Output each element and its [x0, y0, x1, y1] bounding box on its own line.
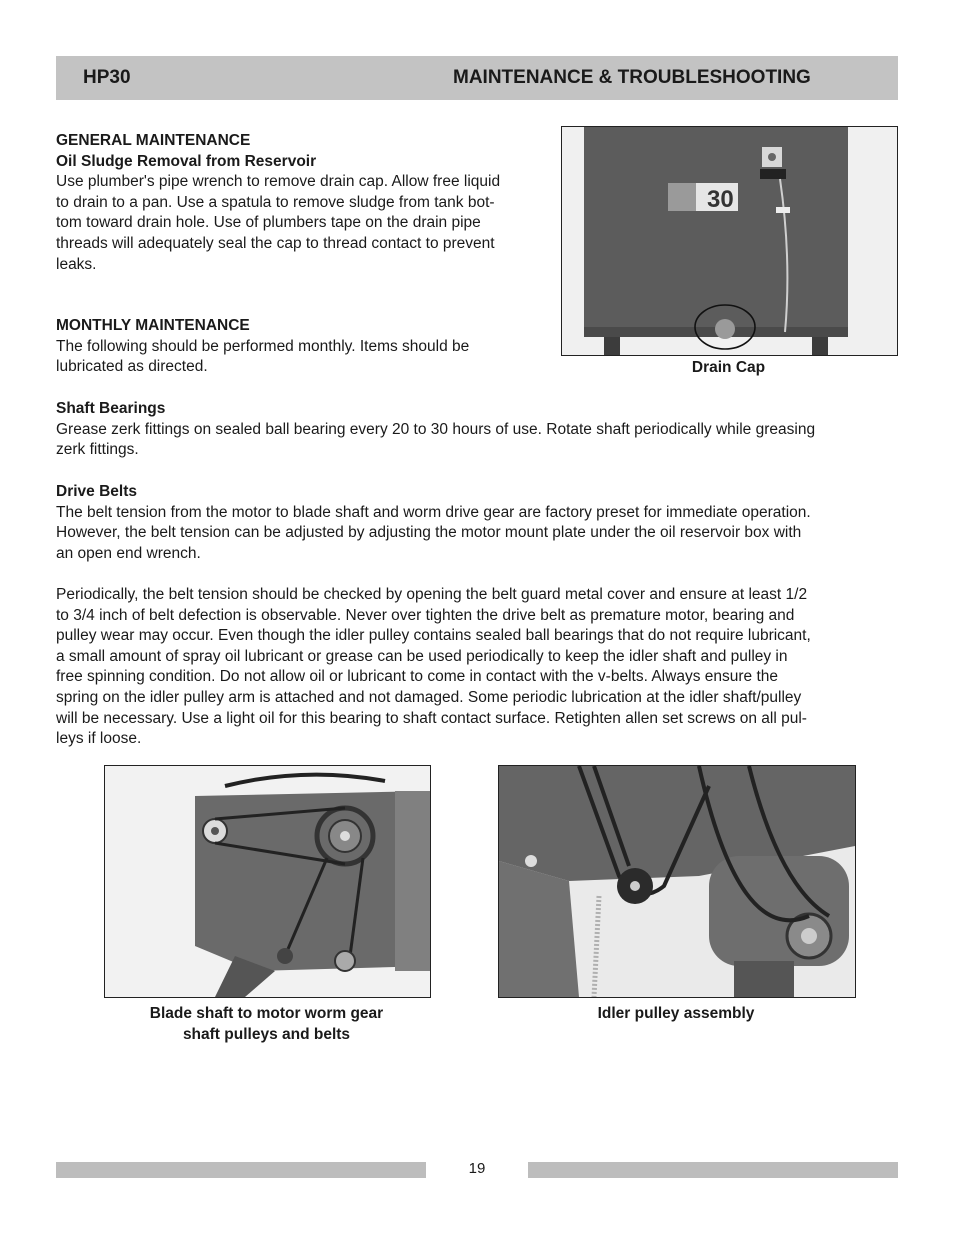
- idler-pulley-caption: Idler pulley assembly: [597, 1005, 755, 1022]
- text-line: an open end wrench.: [56, 544, 201, 562]
- text-line: a small amount of spray oil lubricant or grease can be used periodically to keep the idler shaft and pulley in: [56, 647, 788, 665]
- drive-belts-heading: Drive Belts: [56, 483, 137, 500]
- text-line: will be necessary. Use a light oil for this bearing to shaft contact surface. Retighten allen set screws on all pul-: [56, 709, 807, 727]
- text-line: pulley wear may occur. Even though the idler pulley contains sealed ball bearings that do not require lubricant,: [56, 627, 811, 645]
- text-line: threads will adequately seal the cap to thread contact to prevent: [56, 234, 495, 252]
- blade-shaft-pulleys-photo: [104, 765, 431, 998]
- idler-pulley-photo: [498, 765, 856, 998]
- drain-cap-photo: [561, 126, 898, 356]
- shaft-bearings-heading: Shaft Bearings: [56, 400, 166, 417]
- general-maintenance-section: [56, 131, 556, 275]
- caption-line: Blade shaft to motor worm gear: [149, 1005, 384, 1022]
- text-line: spring on the idler pulley arm is attached and not damaged. Some periodic lubrication at the idler shaft/pulley: [56, 688, 802, 706]
- drain-cap-caption: Drain Cap: [691, 359, 766, 376]
- page-number: 19: [468, 1160, 486, 1177]
- text-line: However, the belt tension can be adjusted by adjusting the motor mount plate under the oil reservoir box with: [56, 524, 802, 542]
- monthly-maintenance-heading: MONTHLY MAINTENANCE: [56, 317, 250, 334]
- text-line: Grease zerk fittings on sealed ball bearing every 20 to 30 hours of use. Rotate shaft periodically while greasing: [56, 420, 816, 438]
- footer-bar-left: [56, 1162, 426, 1178]
- text-line: zerk fittings.: [56, 441, 139, 459]
- logo-number: 30: [707, 186, 734, 213]
- oil-sludge-subheading: Oil Sludge Removal from Reservoir: [56, 152, 317, 170]
- model-title: HP30: [83, 67, 131, 88]
- text-line: The belt tension from the motor to blade shaft and worm drive gear are factory preset for immediate operation.: [56, 503, 811, 521]
- text-line: free spinning condition. Do not allow oil or lubricant to come in contact with the v-belts. Always ensure the: [56, 668, 778, 686]
- drive-belts-section: [56, 482, 906, 564]
- general-maintenance-heading: GENERAL MAINTENANCE: [56, 132, 251, 149]
- shaft-bearings-section: [56, 399, 906, 461]
- monthly-maintenance-section: [56, 316, 556, 378]
- text-line: to drain to a pan. Use a spatula to remove sludge from tank bot-: [56, 193, 495, 211]
- text-line: leaks.: [56, 255, 97, 273]
- blade-shaft-caption: [104, 1004, 429, 1045]
- text-line: leys if loose.: [56, 730, 142, 748]
- caption-line: shaft pulleys and belts: [182, 1025, 351, 1043]
- belt-tension-paragraph: [56, 585, 906, 750]
- section-title: MAINTENANCE & TROUBLESHOOTING: [453, 67, 811, 88]
- text-line: to 3/4 inch of belt defection is observable. Never over tighten the drive belt as premature motor, bearing and: [56, 606, 795, 624]
- footer-bar-right: [528, 1162, 898, 1178]
- text-line: The following should be performed monthly. Items should be: [56, 337, 470, 355]
- text-line: Periodically, the belt tension should be checked by opening the belt guard metal cover and ensure at least 1/2: [56, 586, 808, 603]
- page-header: [56, 56, 898, 100]
- text-line: lubricated as directed.: [56, 358, 208, 376]
- text-line: Use plumber's pipe wrench to remove drain cap. Allow free liquid: [56, 173, 501, 191]
- text-line: tom toward drain hole. Use of plumbers tape on the drain pipe: [56, 214, 481, 232]
